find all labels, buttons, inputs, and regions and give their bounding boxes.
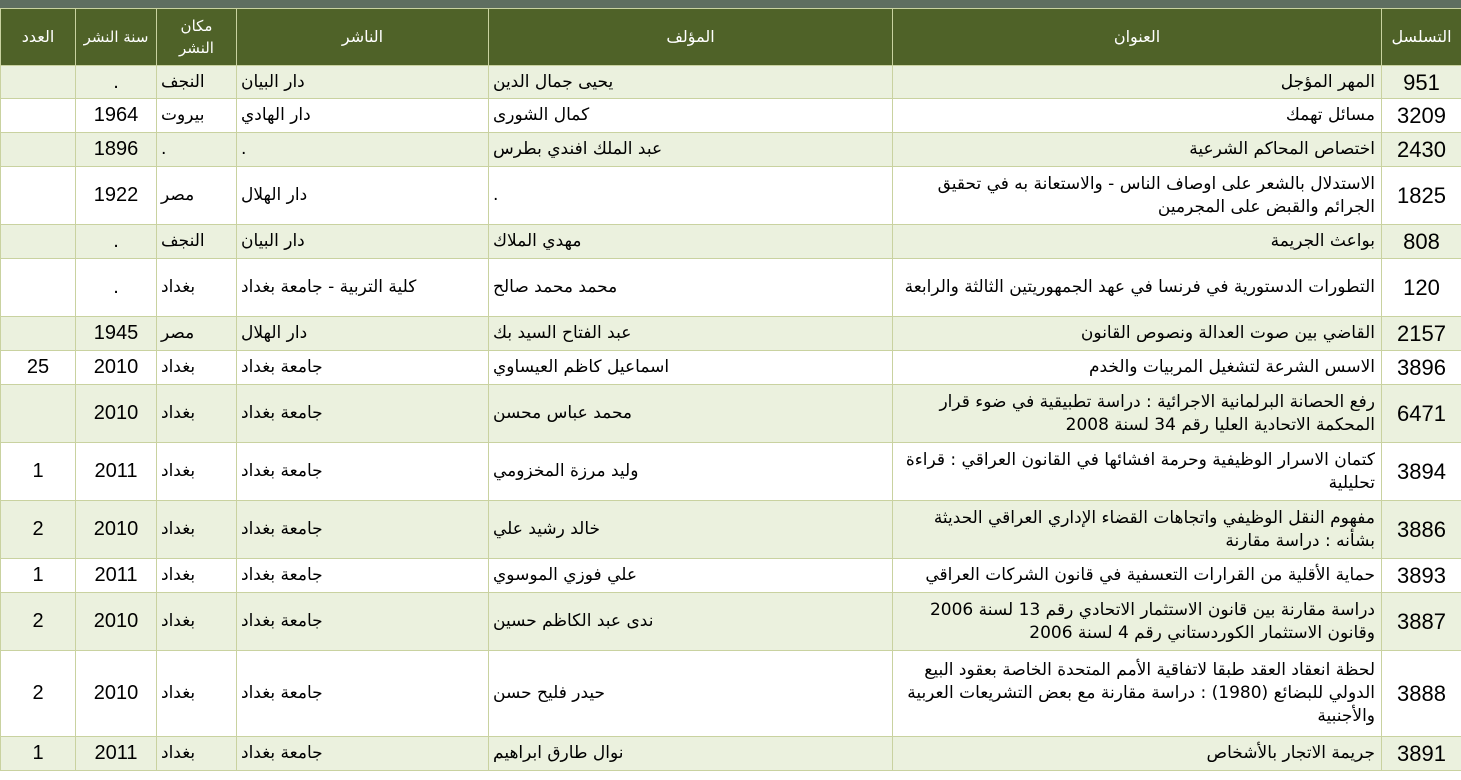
cell-author: علي فوزي الموسوي [489,559,893,593]
cell-serial: 2157 [1382,317,1461,351]
cell-publisher: جامعة بغداد [237,443,489,501]
cell-publisher: جامعة بغداد [237,559,489,593]
table-row[interactable] [1,225,1461,259]
cell-place: بغداد [157,737,237,771]
cell-year: 2011 [76,559,157,593]
cell-place: بغداد [157,259,237,317]
cell-place: بغداد [157,385,237,443]
cell-serial: 951 [1382,66,1461,99]
cell-year: 1964 [76,99,157,133]
cell-year: 2010 [76,593,157,651]
cell-serial: 808 [1382,225,1461,259]
cell-year: . [76,225,157,259]
cell-title: كتمان الاسرار الوظيفية وحرمة افشائها في القانون العراقي : قراءة تحليلية [893,443,1382,501]
cell-issue: 2 [1,651,76,737]
cell-title: رفع الحصانة البرلمانية الاجرائية : دراسة تطبيقية في ضوء قرار المحكمة الاتحادية العليا رقم 34 لسنة 2008 [893,385,1382,443]
cell-publisher: . [237,133,489,167]
cell-issue: 2 [1,593,76,651]
cell-author: كمال الشورى [489,99,893,133]
cell-place: النجف [157,66,237,99]
cell-year: 2010 [76,651,157,737]
cell-author: . [489,167,893,225]
cell-publisher: جامعة بغداد [237,651,489,737]
cell-serial: 3209 [1382,99,1461,133]
table-row[interactable] [1,443,1461,501]
cell-serial: 3893 [1382,559,1461,593]
cell-year: 1896 [76,133,157,167]
cell-serial: 3888 [1382,651,1461,737]
cell-year: 2010 [76,385,157,443]
cell-year: 2011 [76,443,157,501]
cell-place: مصر [157,317,237,351]
cell-year: . [76,66,157,99]
cell-author: محمد محمد صالح [489,259,893,317]
cell-year: . [76,259,157,317]
table-row[interactable] [1,351,1461,385]
cell-issue [1,167,76,225]
cell-year: 1945 [76,317,157,351]
cell-publisher: جامعة بغداد [237,501,489,559]
cell-title: الاسس الشرعة لتشغيل المربيات والخدم [893,351,1382,385]
cell-title: اختصاص المحاكم الشرعية [893,133,1382,167]
table-row[interactable] [1,651,1461,737]
cell-serial: 1825 [1382,167,1461,225]
table-row[interactable] [1,133,1461,167]
cell-title: دراسة مقارنة بين قانون الاستثمار الاتحادي رقم 13 لسنة 2006 وقانون الاستثمار الكوردستاني رقم 4 لسنة 2006 [893,593,1382,651]
header-serial[interactable]: التسلسل [1382,9,1461,66]
cell-serial: 120 [1382,259,1461,317]
cell-issue: 1 [1,559,76,593]
cell-title: مفهوم النقل الوظيفي واتجاهات القضاء الإداري العراقي الحديثة بشأنه : دراسة مقارنة [893,501,1382,559]
cell-author: نوال طارق ابراهيم [489,737,893,771]
cell-serial: 3894 [1382,443,1461,501]
table-row[interactable] [1,99,1461,133]
cell-issue [1,259,76,317]
cell-author: وليد مرزة المخزومي [489,443,893,501]
cell-issue [1,385,76,443]
cell-publisher: دار البيان [237,66,489,99]
cell-author: حيدر فليح حسن [489,651,893,737]
cell-title: بواعث الجريمة [893,225,1382,259]
header-publisher[interactable]: الناشر [237,9,489,66]
cell-issue [1,133,76,167]
cell-place: النجف [157,225,237,259]
books-table [0,8,1461,771]
cell-title: القاضي بين صوت العدالة ونصوص القانون [893,317,1382,351]
header-issue[interactable]: العدد [1,9,76,66]
cell-place: بغداد [157,501,237,559]
cell-publisher: دار الهلال [237,167,489,225]
table-row[interactable] [1,593,1461,651]
cell-issue: 1 [1,443,76,501]
cell-publisher: دار البيان [237,225,489,259]
cell-publisher: جامعة بغداد [237,593,489,651]
table-row[interactable] [1,167,1461,225]
cell-title: جريمة الاتجار بالأشخاص [893,737,1382,771]
cell-year: 2010 [76,501,157,559]
table-row[interactable] [1,737,1461,771]
cell-issue: 2 [1,501,76,559]
cell-place: بيروت [157,99,237,133]
header-year[interactable]: سنة النشر [76,9,157,66]
cell-place: . [157,133,237,167]
cell-serial: 3887 [1382,593,1461,651]
table-row[interactable] [1,559,1461,593]
cell-place: بغداد [157,443,237,501]
table-row[interactable] [1,259,1461,317]
cell-author: خالد رشيد علي [489,501,893,559]
table-row[interactable] [1,66,1461,99]
cell-author: عبد الملك افندي بطرس [489,133,893,167]
cell-serial: 3896 [1382,351,1461,385]
cell-title: مسائل تهمك [893,99,1382,133]
cell-publisher: جامعة بغداد [237,351,489,385]
cell-place: بغداد [157,593,237,651]
table-row[interactable] [1,385,1461,443]
top-border [0,0,1461,8]
cell-year: 2011 [76,737,157,771]
cell-year: 1922 [76,167,157,225]
cell-author: اسماعيل كاظم العيساوي [489,351,893,385]
cell-author: محمد عباس محسن [489,385,893,443]
cell-author: عبد الفتاح السيد بك [489,317,893,351]
cell-issue [1,317,76,351]
header-place[interactable]: مكان النشر [157,9,237,66]
table-row[interactable] [1,501,1461,559]
cell-author: ندى عبد الكاظم حسين [489,593,893,651]
cell-issue [1,99,76,133]
cell-title: المهر المؤجل [893,66,1382,99]
cell-serial: 3886 [1382,501,1461,559]
cell-publisher: جامعة بغداد [237,385,489,443]
cell-author: يحيى جمال الدين [489,66,893,99]
cell-publisher: دار الهلال [237,317,489,351]
cell-issue [1,225,76,259]
header-row [1,9,1461,66]
cell-year: 2010 [76,351,157,385]
header-title[interactable]: العنوان [893,9,1382,66]
cell-serial: 2430 [1382,133,1461,167]
cell-issue: 1 [1,737,76,771]
cell-place: بغداد [157,351,237,385]
cell-publisher: جامعة بغداد [237,737,489,771]
cell-title: التطورات الدستورية في فرنسا في عهد الجمهوريتين الثالثة والرابعة [893,259,1382,317]
cell-title: لحظة انعقاد العقد طبقا لاتفاقية الأمم المتحدة الخاصة بعقود البيع الدولي للبضائع (1980) : دراسة مقارنة مع بعض التشريعات العربية والأجنبية [893,651,1382,737]
cell-serial: 3891 [1382,737,1461,771]
cell-issue: 25 [1,351,76,385]
cell-author: مهدي الملاك [489,225,893,259]
cell-title: الاستدلال بالشعر على اوصاف الناس - والاستعانة به في تحقيق الجرائم والقبض على المجرمين [893,167,1382,225]
cell-place: بغداد [157,559,237,593]
cell-publisher: كلية التربية - جامعة بغداد [237,259,489,317]
header-author[interactable]: المؤلف [489,9,893,66]
cell-publisher: دار الهادي [237,99,489,133]
cell-place: بغداد [157,651,237,737]
cell-title: حماية الأقلية من القرارات التعسفية في قانون الشركات العراقي [893,559,1382,593]
cell-place: مصر [157,167,237,225]
cell-serial: 6471 [1382,385,1461,443]
table-row[interactable] [1,317,1461,351]
cell-issue [1,66,76,99]
